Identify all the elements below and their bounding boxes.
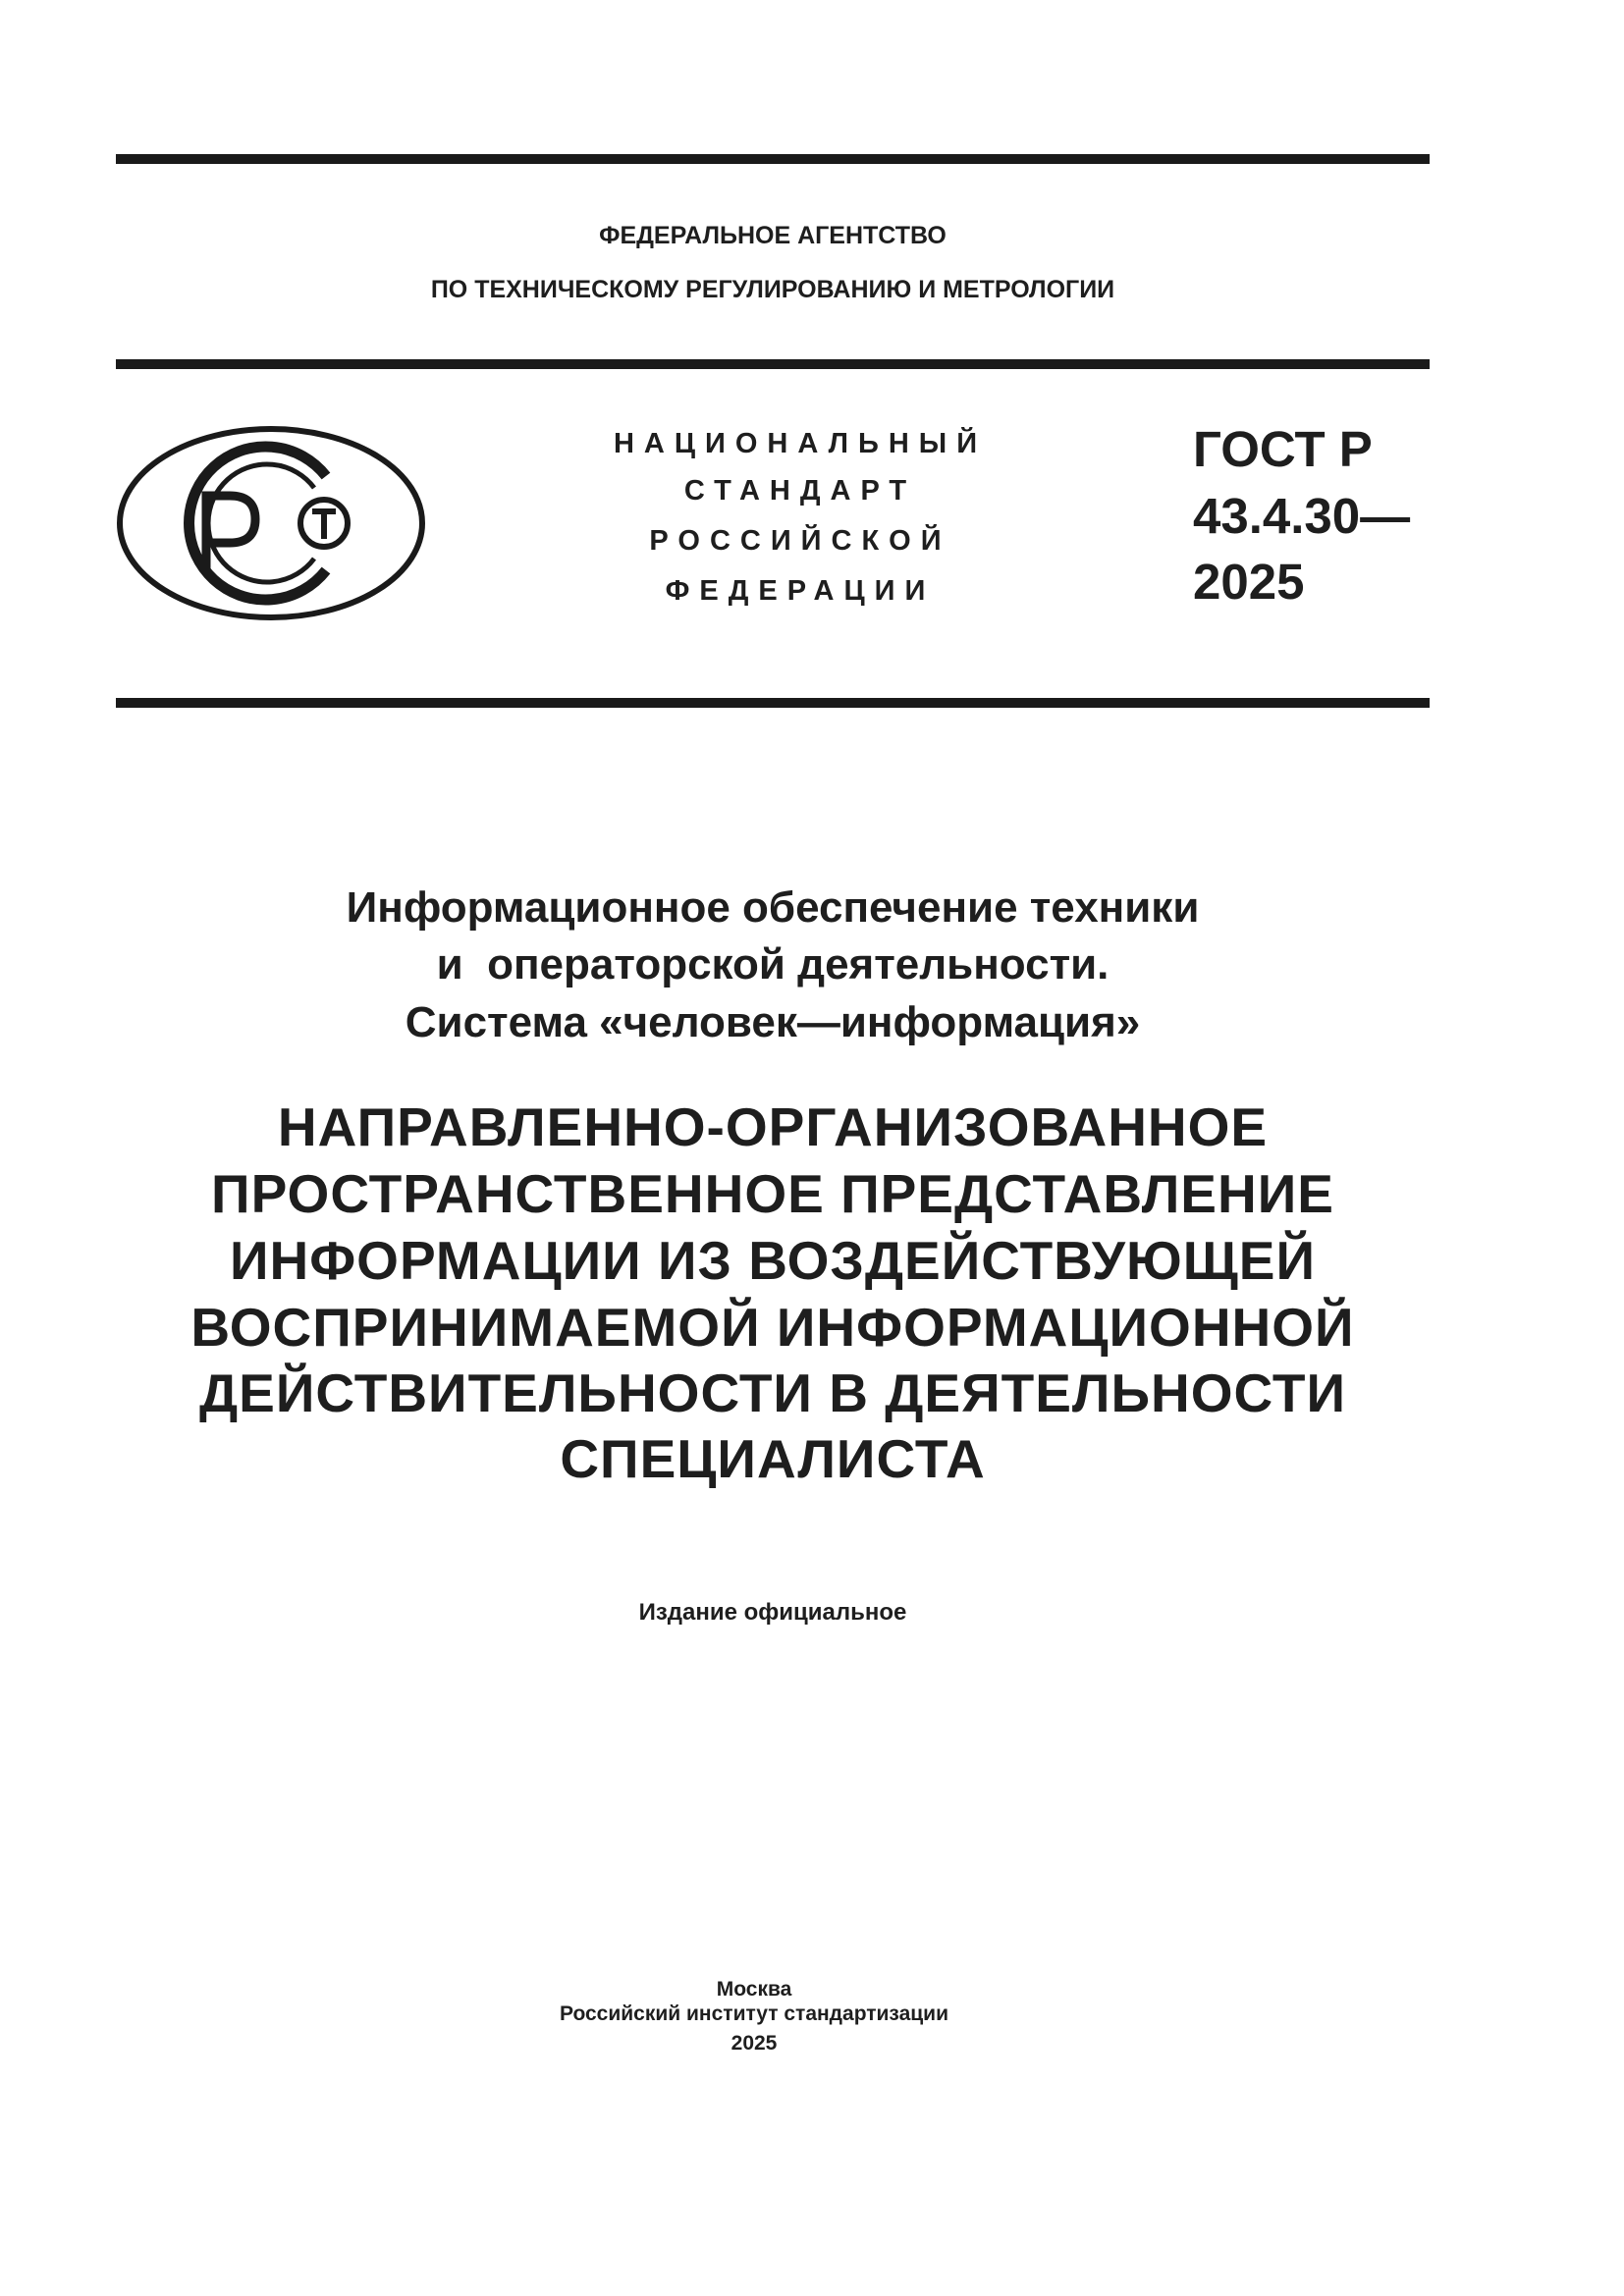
subtitle-line-3: Система «человек—информация» — [405, 998, 1141, 1046]
title-line-1: НАПРАВЛЕННО-ОРГАНИЗОВАННОЕ — [277, 1096, 1269, 1157]
top-rule — [116, 154, 1430, 164]
designation-line-2: 43.4.30— — [1193, 488, 1411, 544]
header-bottom-rule — [116, 359, 1430, 369]
standard-type-line-4: ФЕДЕРАЦИИ — [665, 575, 936, 607]
title-line-6: СПЕЦИАЛИСТА — [560, 1428, 986, 1489]
subtitle-line-2: и операторской деятельности. — [436, 940, 1110, 988]
edition-label: Издание официальное — [638, 1599, 907, 1626]
designation-line-1: ГОСТ Р — [1193, 421, 1373, 477]
imprint-publisher: Российский институт стандартизации — [559, 2002, 949, 2025]
imprint-city: Москва — [716, 1978, 792, 2001]
designation-line-3: 2025 — [1193, 554, 1305, 610]
imprint-year: 2025 — [731, 2032, 778, 2055]
title-line-2: ПРОСТРАНСТВЕННОЕ ПРЕДСТАВЛЕНИЕ — [211, 1163, 1334, 1224]
standard-type-line-1: НАЦИОНАЛЬНЫЙ — [613, 428, 988, 459]
title-block-rule — [116, 698, 1430, 708]
standard-type-line-2: СТАНДАРТ — [683, 475, 917, 507]
title-line-3: ИНФОРМАЦИИ ИЗ ВОЗДЕЙСТВУЮЩЕЙ — [229, 1230, 1316, 1291]
title-line-4: ВОСПРИНИМАЕМОЙ ИНФОРМАЦИОННОЙ — [190, 1297, 1355, 1358]
agency-line-1: ФЕДЕРАЛЬНОЕ АГЕНТСТВО — [599, 222, 947, 249]
subtitle-line-1: Информационное обеспечение техники — [346, 883, 1200, 932]
rst-certification-mark-icon — [116, 425, 426, 621]
standard-type-line-3: РОССИЙСКОЙ — [649, 525, 951, 557]
agency-line-2: ПО ТЕХНИЧЕСКОМУ РЕГУЛИРОВАНИЮ И МЕТРОЛОГИИ — [430, 276, 1115, 303]
title-line-5: ДЕЙСТВИТЕЛЬНОСТИ В ДЕЯТЕЛЬНОСТИ — [198, 1362, 1347, 1423]
